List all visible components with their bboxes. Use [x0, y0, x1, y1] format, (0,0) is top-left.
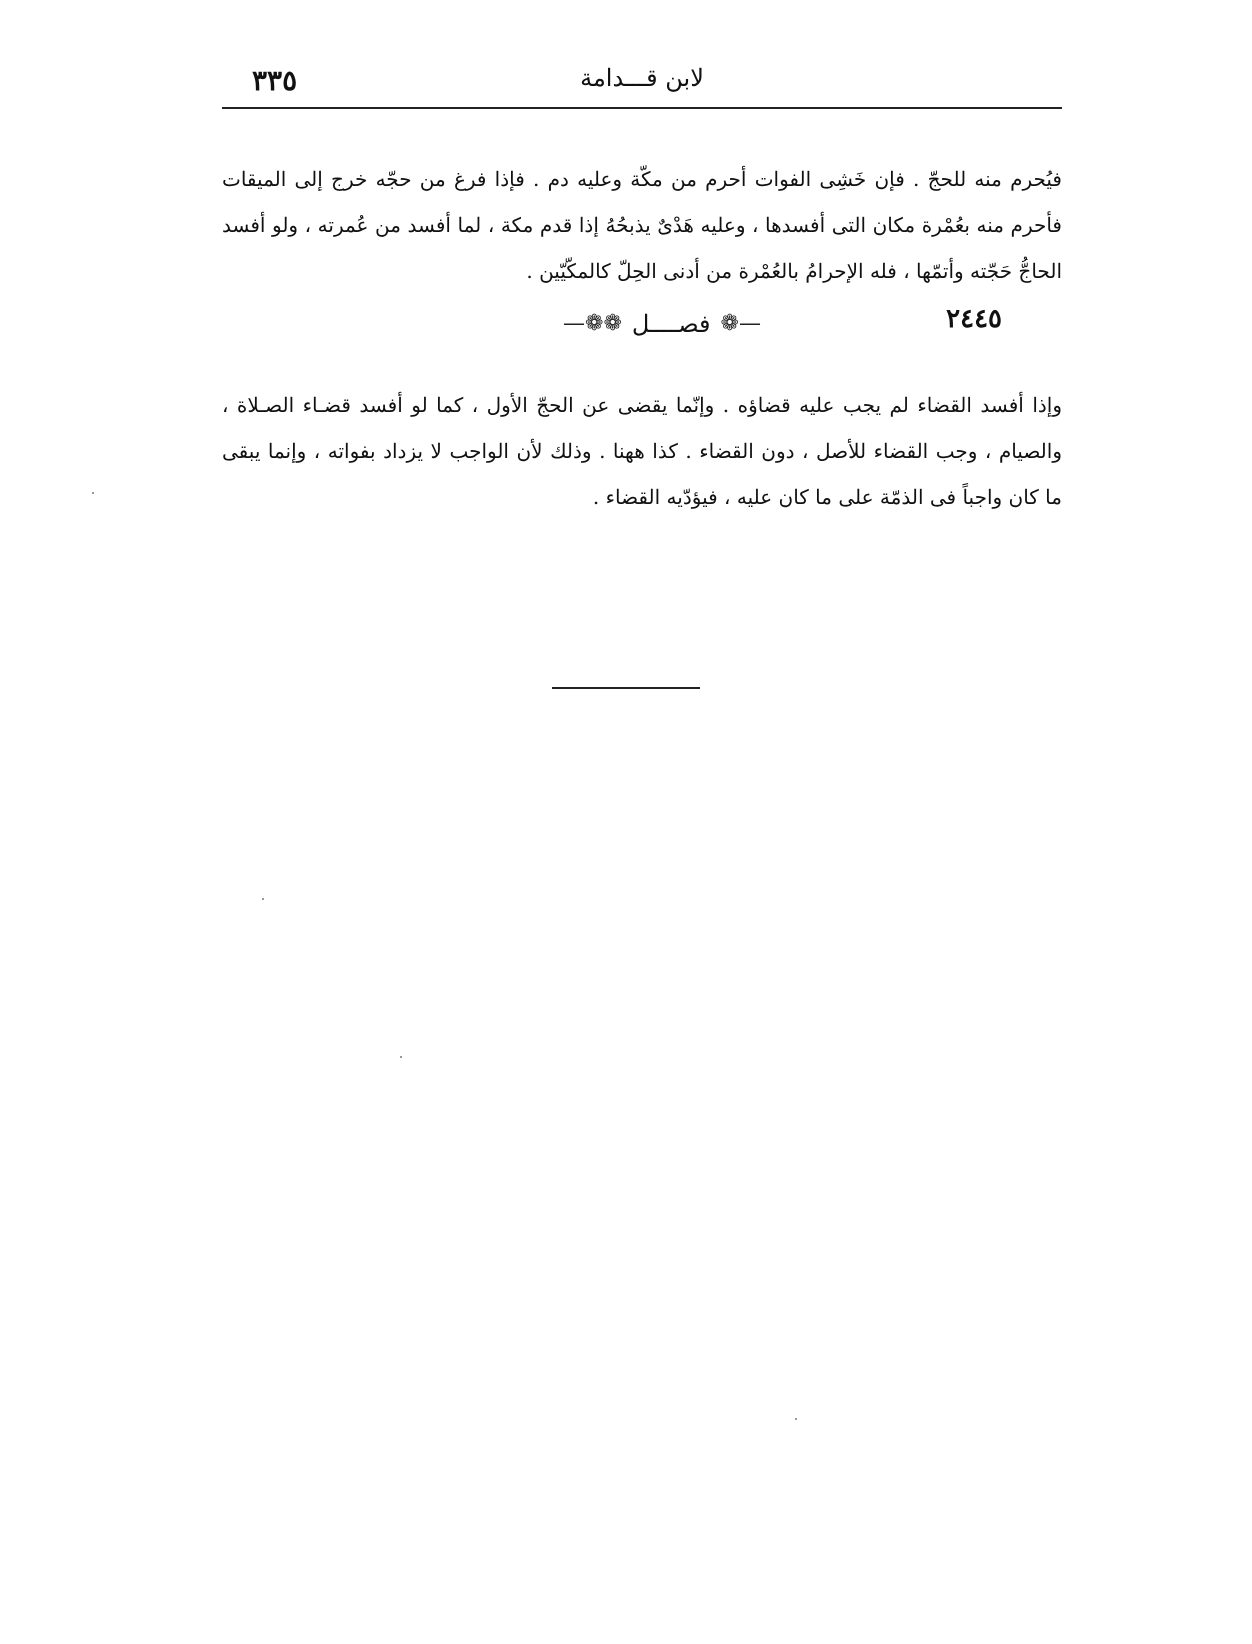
page-header [222, 62, 1062, 106]
scan-speck [795, 1418, 797, 1420]
floral-ornament-icon: —❁❁ [563, 311, 622, 336]
scan-speck [400, 1056, 402, 1058]
paragraph-1: فيُحرم منه للحجّ . فإن خَشِى الفوات أحرم من مكّة وعليه دم . فإذا فرغ من حجّه خرج إلى الميقات فأحرم منه بعُمْرة مكان التى أفسدها ، وعليه هَدْىٌ يذبحُهُ إذا قدم مكة ، لما أفسد من عُمرته ، ولو أفسد الحاجُّ حَجّته وأتمّها ، فله الإحرامُ بالعُمْرة من أدنى الحِلّ كالمكّيّين . [222, 167, 1062, 283]
paragraph-2: وإذا أفسد القضاء لم يجب عليه قضاؤه . وإنّما يقضى عن الحجّ الأول ، كما لو أفسد قضـاء الصـلاة ، والصيام ، وجب القضاء للأصل ، دون القضاء . كذا ههنا . وذلك لأن الواجب لا يزداد بفواته ، وإنما يبقى ما كان واجباً فى الذمّة على ما كان عليه ، فيؤدّيه القضاء . [222, 393, 1062, 509]
scan-speck [92, 492, 94, 494]
floral-ornament-icon: ❁— [720, 311, 761, 336]
section-title: فصــــل [631, 310, 711, 338]
section-number: ٢٤٤٥ [946, 304, 1002, 334]
section-title-group [532, 304, 792, 344]
header-rule [222, 107, 1062, 109]
page-number: ٣٣٥ [252, 64, 298, 97]
closing-rule [552, 687, 700, 689]
section-heading [222, 304, 1062, 344]
scan-speck [262, 898, 264, 900]
running-title: لابن قـــدامة [580, 64, 704, 92]
